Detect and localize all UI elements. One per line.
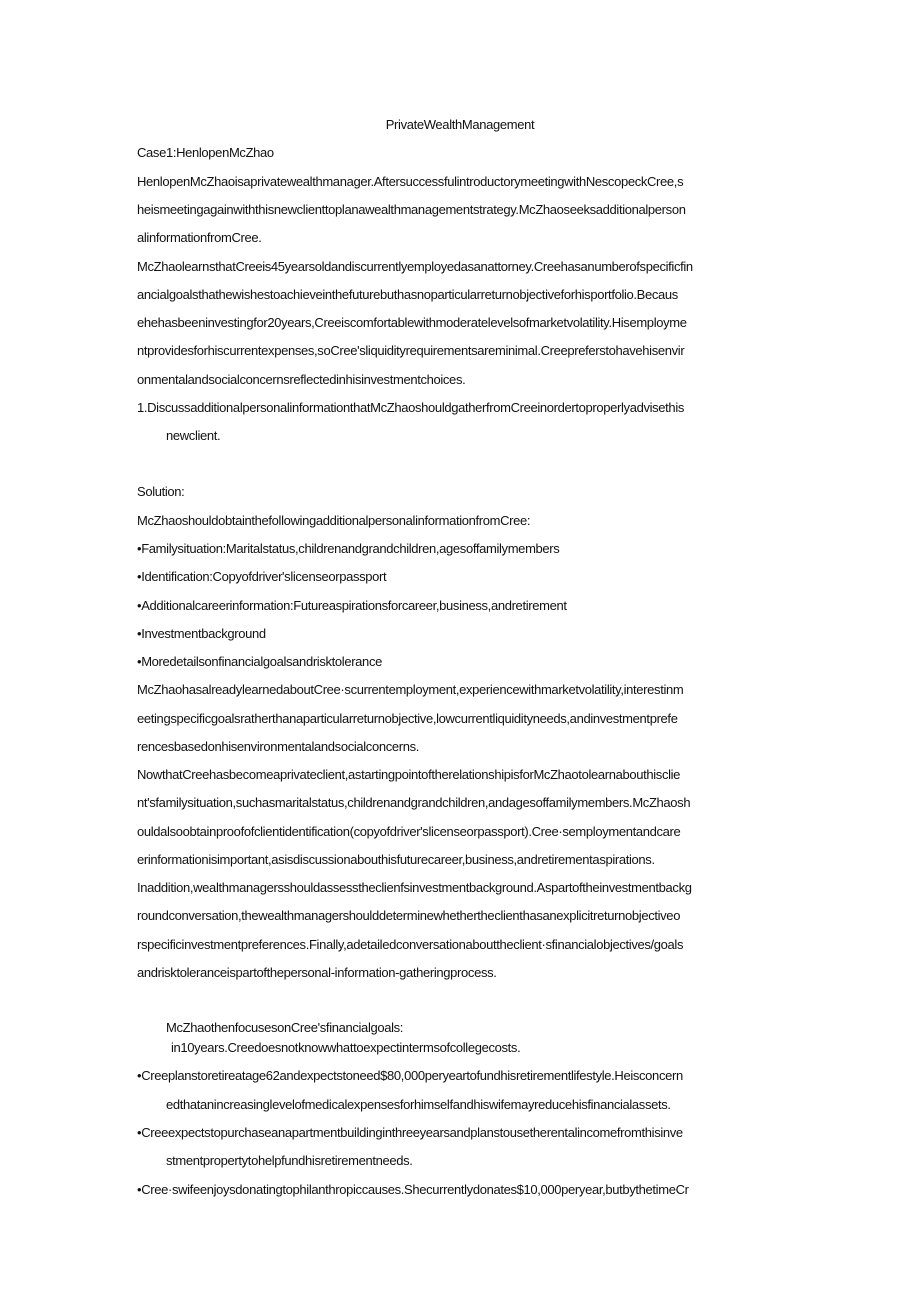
goals-fragment: in10years.Creedoesnotknowwhattoexpectintermsofcollegecosts. xyxy=(171,1040,521,1055)
goals-heading: McZhaothenfocusesonCree'sfinancialgoals: xyxy=(166,1020,404,1035)
background-line: ancialgoalsthathewishestoachieveinthefuturebuthasnoparticularreturnobjectiveforhisportfolio.Becaus xyxy=(137,287,678,302)
discussion-line: eetingspecificgoalsratherthanaparticularreturnobjective,lowcurrentliquidityneeds,andinvestmentprefe xyxy=(137,711,678,726)
question-line: 1.DiscussadditionalpersonalinformationthatMcZhaoshouldgatherfromCreeinordertoproperlyadvisethis xyxy=(137,400,685,415)
goal-item-line: stmentpropertytohelpfundhisretirementneeds. xyxy=(166,1153,413,1168)
goal-item-line: •Cree·swifeenjoysdonatingtophilanthropiccauses.Shecurrentlydonates$10,000peryear,butbythetimeCr xyxy=(137,1182,689,1197)
bullet-item: •Identification:Copyofdriver'slicenseorpassport xyxy=(137,569,387,584)
document-title: PrivateWealthManagement xyxy=(385,117,535,132)
discussion-line: roundconversation,thewealthmanagershoulddeterminewhethertheclienthasanexplicitreturnobjectiveo xyxy=(137,908,681,923)
intro-line: heismeetingagainwiththisnewclienttoplanawealthmanagementstrategy.McZhaoseeksadditionalperson xyxy=(137,202,686,217)
goal-item-line: •Creeexpectstopurchaseanapartmentbuildinginthreeyearsandplanstousetherentalincomefromthisinve xyxy=(137,1125,683,1140)
intro-line: alinformationfromCree. xyxy=(137,230,262,245)
bullet-item: •Investmentbackground xyxy=(137,626,266,641)
discussion-line: erinformationisimportant,asisdiscussionabouthisfuturecareer,business,andretirementaspirations. xyxy=(137,852,655,867)
discussion-line: ouldalsoobtainproofofclientidentification(copyofdriver'slicenseorpassport).Cree·semploymentandcare xyxy=(137,824,681,839)
goal-item-line: edthatanincreasinglevelofmedicalexpensesforhimselfandhiswifemayreducehisfinancialassets. xyxy=(166,1097,671,1112)
discussion-line: Inaddition,wealthmanagersshouldassesstheclienfsinvestmentbackground.Aspartoftheinvestmentbackg xyxy=(137,880,692,895)
case-heading: Case1:HenlopenMcZhao xyxy=(137,145,274,160)
discussion-line: rspecificinvestmentpreferences.Finally,adetailedconversationabouttheclient·sfinancialobjectives/goals xyxy=(137,937,684,952)
solution-intro: McZhaoshouldobtainthefollowingadditionalpersonalinformationfromCree: xyxy=(137,513,531,528)
bullet-item: •Additionalcareerinformation:Futureaspirationsforcareer,business,andretirement xyxy=(137,598,567,613)
discussion-line: nt'sfamilysituation,suchasmaritalstatus,childrenandgrandchildren,andagesoffamilymembers.McZhaosh xyxy=(137,795,691,810)
discussion-line: NowthatCreehasbecomeaprivateclient,astartingpointoftherelationshipisforMcZhaotolearnabouthisclie xyxy=(137,767,681,782)
question-line: newclient. xyxy=(166,428,221,443)
intro-line: HenlopenMcZhaoisaprivatewealthmanager.AftersuccessfulintroductorymeetingwithNescopeckCree,s xyxy=(137,174,684,189)
bullet-item: •Moredetailsonfinancialgoalsandrisktolerance xyxy=(137,654,382,669)
discussion-line: McZhaohasalreadylearnedaboutCree·scurrentemployment,experiencewithmarketvolatility,interestinm xyxy=(137,682,684,697)
goal-item-line: •Creeplanstoretireatage62andexpectstoneed$80,000peryeartofundhisretirementlifestyle.Heisconcern xyxy=(137,1068,683,1083)
discussion-line: rencesbasedonhisenvironmentalandsocialconcerns. xyxy=(137,739,420,754)
solution-heading: Solution: xyxy=(137,484,185,499)
discussion-line: andrisktoleranceispartofthepersonal-information-gatheringprocess. xyxy=(137,965,497,980)
background-line: ehehasbeeninvestingfor20years,Creeiscomfortablewithmoderatelevelsofmarketvolatility.Hisemployme xyxy=(137,315,687,330)
background-line: McZhaolearnsthatCreeis45yearsoldandiscurrentlyemployedasanattorney.Creehasanumberofspecificfin xyxy=(137,259,693,274)
bullet-item: •Familysituation:Maritalstatus,childrenandgrandchildren,agesoffamilymembers xyxy=(137,541,560,556)
background-line: ntprovidesforhiscurrentexpenses,soCree'sliquidityrequirementsareminimal.Creepreferstohavehisenvir xyxy=(137,343,685,358)
background-line: onmentalandsocialconcernsreflectedinhisinvestmentchoices. xyxy=(137,372,466,387)
